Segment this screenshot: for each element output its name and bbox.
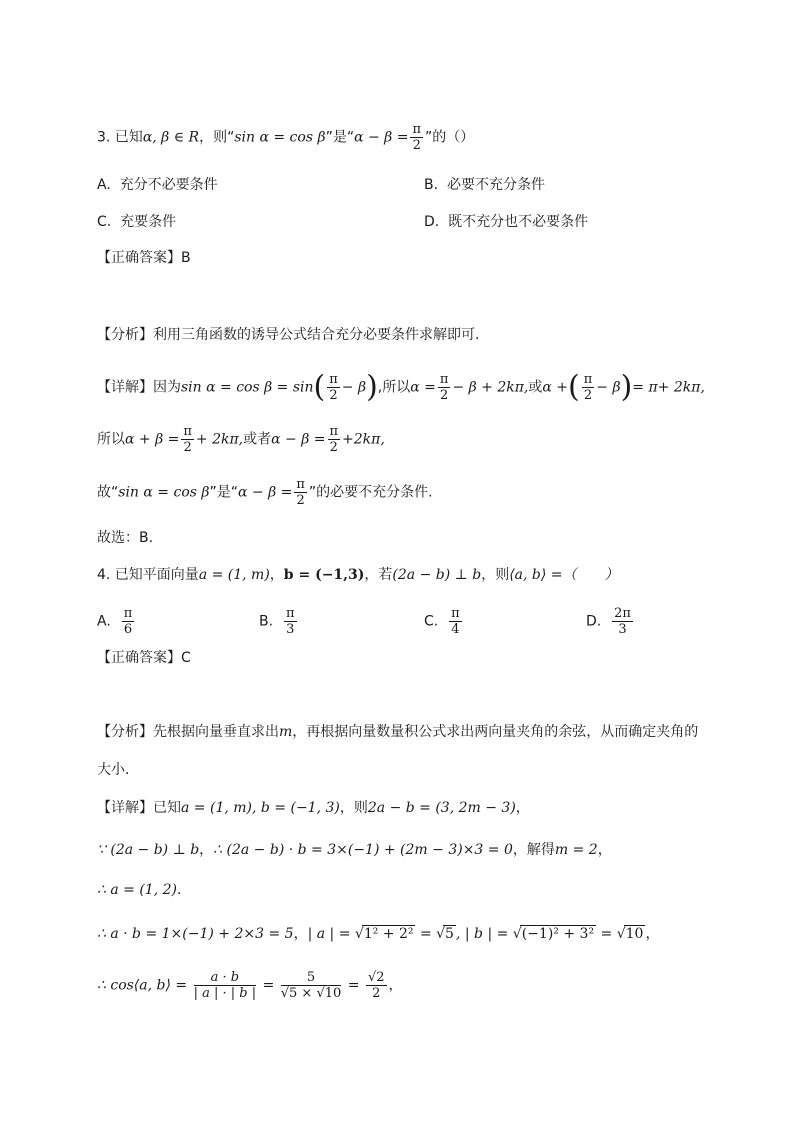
q3-stem-text: 3. 已知 — [97, 129, 143, 146]
q3-option-b: B. 必要不充分条件 — [424, 177, 545, 193]
q4-option-b: B. $\frac{\pi}{3}$ — [259, 606, 295, 637]
q3-choose: 故选：B. — [97, 530, 154, 546]
q3-stem — [97, 122, 474, 153]
q3-answer: 【正确答案】B — [97, 250, 191, 266]
q3-condition-2: α − β = — [354, 129, 409, 146]
q3-option-d: D. 既不充分也不必要条件 — [424, 214, 589, 230]
q4-option-a: A. $\frac{\pi}{6}$ — [97, 606, 133, 637]
q3-condition-1: sin α = cos β — [234, 129, 326, 146]
q3-option-c: C. 充要条件 — [97, 214, 177, 230]
q4-option-d: D. $\frac{2\pi}{3}$ — [586, 606, 631, 637]
q4-detail-line-2: ∵ (2a − b) ⊥ b，∴ (2a − b) · b = 3×(−1) + (2m − 3)×3 = 0，解得m = 2， — [97, 842, 612, 858]
q3-option-a: A. 充分不必要条件 — [97, 177, 218, 193]
q3-frac-pi-2: $\frac{\pi}{2}$ — [412, 122, 421, 153]
q4-detail-line-1: 【详解】已知a = (1, m), b = (−1, 3)，则2a − b = (3, 2m − 3)， — [97, 800, 530, 816]
q4-stem: 4. 已知平面向量a = (1, m)，b = (−1,3)，若(2a − b) ⊥ b，则⟨a, b⟩ =（ ） — [97, 567, 619, 583]
q3-stem-text-d: ”的（） — [424, 129, 475, 146]
q4-option-c: C. $\frac{\pi}{4}$ — [424, 606, 460, 637]
q3-stem-text-b: ，则“ — [199, 129, 235, 146]
q3-analysis: 【分析】利用三角函数的诱导公式结合充分必要条件求解即可. — [97, 327, 480, 343]
q3-detail-line-1: 【详解】因为sin α = cos β = sin( $\frac{\pi}{2}$ − β),所以α = $\frac{\pi}{2}$ − β + 2kπ,或α +( $\frac{\pi}{2}$ − β)= π+ 2kπ, — [97, 369, 705, 405]
q3-detail-line-3: 故“sin α = cos β”是“α − β = $\frac{\pi}{2}$ ”的必要不充分条件. — [97, 477, 433, 508]
q4-analysis-cont: 大小． — [97, 762, 139, 778]
q4-detail-line-3: ∴ a = (1, 2)． — [97, 882, 191, 898]
q3-stem-vars: α, β ∈ R — [142, 129, 200, 146]
q4-analysis: 【分析】先根据向量垂直求出m，再根据向量数量积公式求出两向量夹角的余弦，从而确定夹角的 — [97, 724, 699, 740]
q3-detail-line-2: 所以α + β = $\frac{\pi}{2}$ + 2kπ,或者α − β = $\frac{\pi}{2}$ +2kπ, — [97, 424, 385, 455]
q4-detail-line-5: ∴ cos⟨a, b⟩ = $\frac{a \cdot b}{| a | \cdot | b |}$ = $\frac{5}{√5 \times √10}$ = $\frac{√2}{2}$ ， — [97, 970, 403, 1001]
q4-answer: 【正确答案】C — [97, 650, 191, 666]
q4-detail-line-4: ∴ a · b = 1×(−1) + 2×3 = 5，| a | = √1² + 2² = √5 , | b | = √(−1)² + 3² = √10 ， — [97, 926, 660, 942]
q3-stem-text-c: ”是“ — [325, 129, 355, 146]
